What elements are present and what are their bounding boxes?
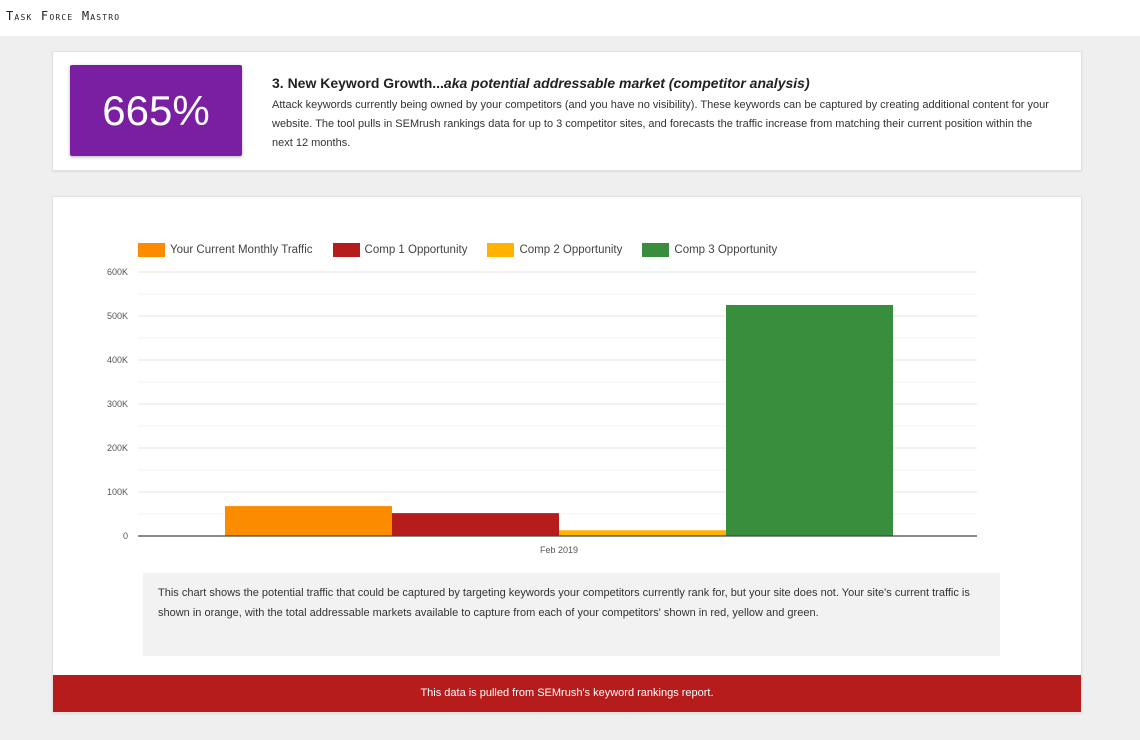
growth-stat: 665% (70, 65, 242, 156)
data-source-banner: This data is pulled from SEMrush's keyword rankings report. (53, 675, 1081, 712)
legend-label: Your Current Monthly Traffic (170, 244, 313, 256)
legend-label: Comp 1 Opportunity (364, 244, 468, 256)
section-title-emphasis: aka potential addressable market (competitor analysis) (443, 75, 810, 91)
legend-label: Comp 2 Opportunity (519, 244, 623, 256)
legend-label: Comp 3 Opportunity (674, 244, 778, 256)
summary-card (52, 51, 1082, 171)
top-bar (0, 0, 1140, 36)
bar-your-current-monthly-traffic (225, 506, 392, 536)
y-tick-label: 0 (122, 531, 128, 541)
y-tick-label: 100K (106, 487, 128, 497)
y-tick-label: 300K (106, 399, 128, 409)
section-title-main: 3. New Keyword Growth... (272, 75, 444, 91)
brand-name: Task Force Mastro (6, 9, 121, 23)
section-title (272, 75, 810, 91)
bar-comp-1-opportunity (392, 513, 559, 536)
chart-card (52, 196, 1082, 713)
section-description: Attack keywords currently being owned by your competitors (and you have no visibility). These keywords can be captured by creating additional content for your website. The tool pulls in SEMrush rankings data for up to 3 competitor sites, and forecasts the traffic increase from matching their current position within the next 12 months. (272, 99, 1049, 149)
bar-comp-3-opportunity (726, 305, 893, 536)
bar-comp-2-opportunity (559, 530, 726, 536)
y-tick-label: 400K (106, 355, 128, 365)
y-tick-label: 200K (106, 443, 128, 453)
y-tick-label: 500K (106, 311, 128, 321)
bar-chart (53, 197, 1081, 567)
x-tick-label: Feb 2019 (539, 545, 579, 555)
chart-note: This chart shows the potential traffic that could be captured by targeting keywords your competitors currently rank for, but your site does not. Your site's current traffic is shown in orange, with the total addressable markets available to capture from each of your competitors' shown in red, yellow and green. (143, 573, 1000, 656)
y-tick-label: 600K (106, 267, 128, 277)
